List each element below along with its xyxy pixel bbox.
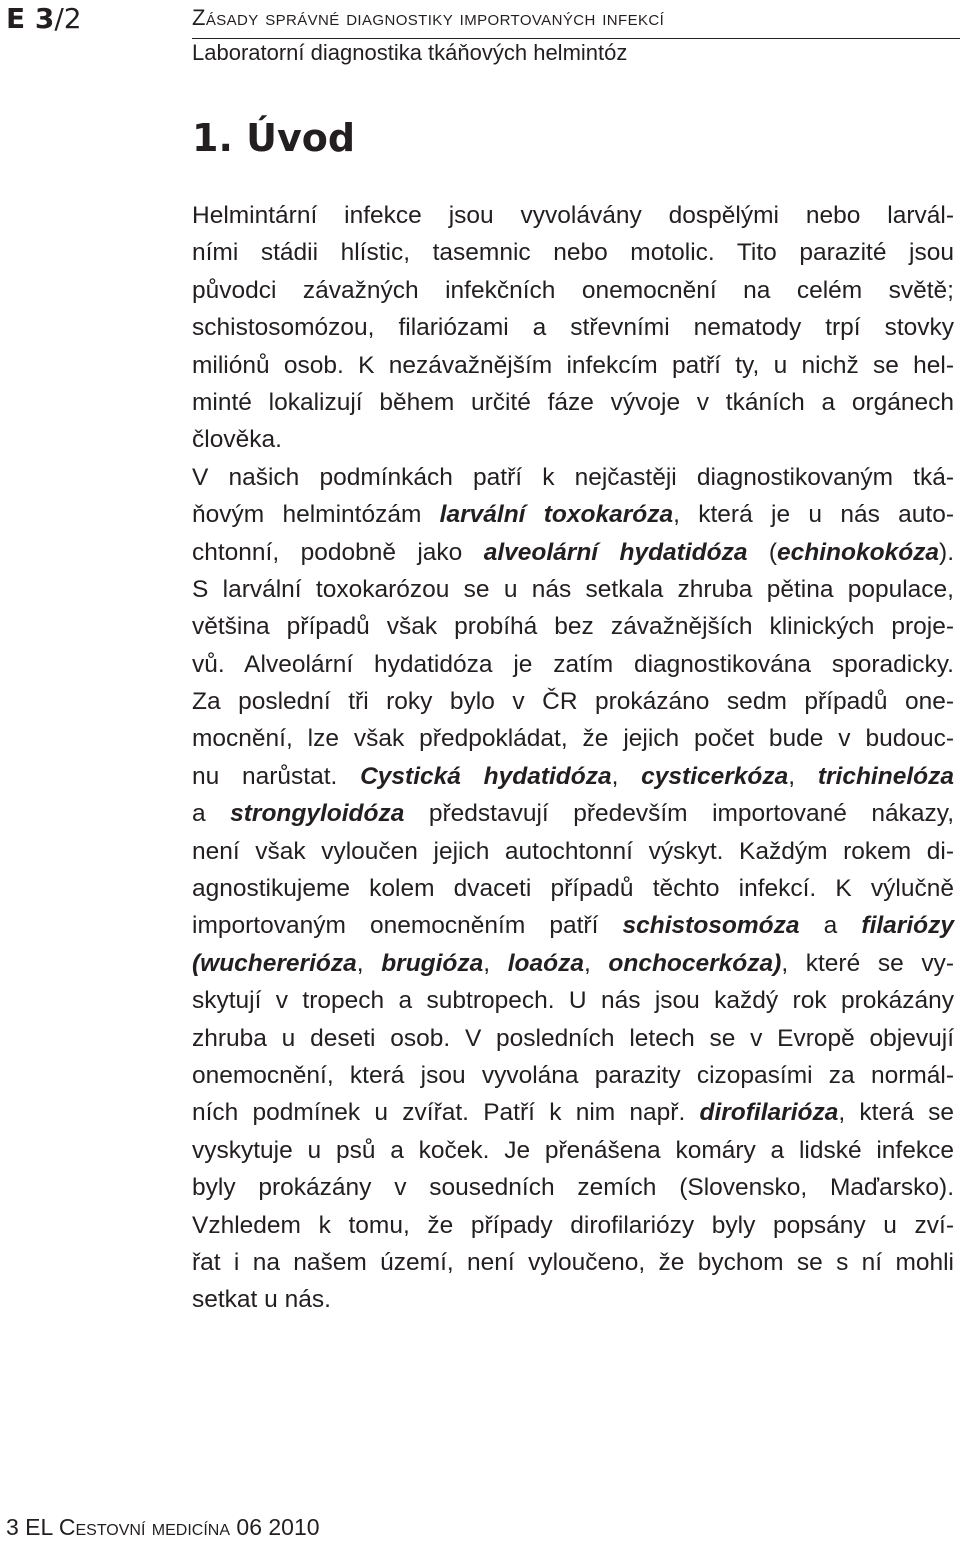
term-emphasis: schistosomóza xyxy=(622,912,800,940)
text-run: importovaným onemocněním patří xyxy=(192,912,623,940)
text-run: , která se xyxy=(838,1099,954,1127)
text-run: vyskytuje u psů a koček. Je přenášena komáry a lidské infekce xyxy=(192,1136,954,1164)
text-line xyxy=(192,384,954,421)
term-emphasis: alveolární hydatidóza xyxy=(483,538,748,566)
term-emphasis: filariózy xyxy=(861,912,954,940)
term-emphasis: Cystická hydatidóza xyxy=(360,762,612,790)
text-run: ). xyxy=(939,538,954,566)
text-line xyxy=(192,309,954,346)
text-run: , xyxy=(611,762,642,790)
text-line xyxy=(192,496,954,533)
text-line xyxy=(192,421,954,458)
text-run: a xyxy=(799,912,862,940)
text-line xyxy=(192,758,954,795)
text-line xyxy=(192,833,954,870)
text-line xyxy=(192,646,954,683)
text-line xyxy=(192,1132,954,1169)
section-title: Zásady správné diagnostiky importovaných infekcí xyxy=(192,5,665,30)
text-line xyxy=(192,945,954,982)
text-run: představují především importované nákazy, xyxy=(404,800,954,828)
text-run: , xyxy=(356,949,382,977)
term-emphasis: dirofilarióza xyxy=(699,1099,839,1127)
text-run: nu narůstat. xyxy=(192,762,361,790)
term-emphasis: strongyloidóza xyxy=(230,800,405,828)
text-run: miliónů osob. K nezávažnějším infekcím patří ty, u nichž se hel- xyxy=(192,351,954,379)
text-line xyxy=(192,459,954,496)
text-run: původci závažných infekčních onemocnění na celém světě; xyxy=(192,276,954,304)
text-run: , která je u nás auto- xyxy=(673,501,954,529)
text-line xyxy=(192,1281,954,1318)
term-emphasis: cysticerkóza xyxy=(641,762,789,790)
term-emphasis: echinokokóza xyxy=(777,538,940,566)
text-run: minté lokalizují během určité fáze vývoje v tkáních a orgánech xyxy=(192,388,954,416)
text-line xyxy=(192,534,954,571)
text-line xyxy=(192,347,954,384)
text-run: setkat u nás. xyxy=(192,1286,331,1314)
text-run: , xyxy=(583,949,609,977)
text-run: ními stádii hlístic, tasemnic nebo motolic. Tito parazité jsou xyxy=(192,239,954,267)
text-line xyxy=(192,795,954,832)
term-emphasis: onchocerkóza) xyxy=(608,949,782,977)
footer-issue: 06 2010 xyxy=(230,1514,320,1540)
text-run: onemocnění, která jsou vyvolána parazity cizopasími za normál- xyxy=(192,1061,954,1089)
footer-prefix: 3 EL xyxy=(6,1514,59,1540)
text-line xyxy=(192,982,954,1019)
text-run: ních podmínek u zvířat. Patří k nim např. xyxy=(192,1099,700,1127)
text-run: V našich podmínkách patří k nejčastěji diagnostikovaným tká- xyxy=(192,463,954,491)
term-emphasis: brugióza xyxy=(381,949,484,977)
page-footer xyxy=(6,1514,320,1541)
footer-journal: Cestovní medicína xyxy=(58,1514,231,1540)
text-run: agnostikujeme kolem dvaceti případů těchto infekcí. K výlučně xyxy=(192,875,954,903)
text-run: není však vyloučen jejich autochtonní výskyt. Každým rokem di- xyxy=(192,837,954,865)
term-emphasis: larvální toxokaróza xyxy=(439,501,674,529)
text-line xyxy=(192,608,954,645)
text-run: , xyxy=(483,949,508,977)
text-line xyxy=(192,1020,954,1057)
text-run: byly prokázány v sousedních zemích (Slovensko, Maďarsko). xyxy=(192,1174,954,1202)
text-run: ňovým helmintózám xyxy=(192,501,440,529)
text-run: Helmintární infekce jsou vyvolávány dospělými nebo larvál- xyxy=(192,202,954,229)
text-line xyxy=(192,870,954,907)
text-line xyxy=(192,1207,954,1244)
chapter-page-number: 2 xyxy=(63,2,82,35)
text-run: , xyxy=(788,762,818,790)
chapter-code-label: E 3 xyxy=(6,2,55,35)
text-run: chtonní, podobně jako xyxy=(192,538,484,566)
text-run: vů. Alveolární hydatidóza je zatím diagnostikována sporadicky. xyxy=(192,650,954,678)
text-run: skytují v tropech a subtropech. U nás jsou každý rok prokázány xyxy=(192,987,954,1015)
text-line xyxy=(192,1094,954,1131)
header-rule xyxy=(192,38,960,39)
text-run: a xyxy=(192,800,231,828)
text-line xyxy=(192,197,954,234)
term-emphasis: trichinelóza xyxy=(817,762,954,790)
text-run: S larvální toxokarózou se u nás setkala zhruba pětina populace, xyxy=(192,575,954,603)
text-run: schistosomózou, filariózami a střevními nematody trpí stovky xyxy=(192,314,954,342)
text-run: většina případů však probíhá bez závažnějších klinických proje- xyxy=(192,613,954,641)
term-emphasis: (wuchererióza xyxy=(192,949,357,977)
text-run: řat i na našem území, není vyloučeno, že bychom se s ní mohli xyxy=(192,1248,954,1276)
text-line xyxy=(192,907,954,944)
term-emphasis: loaóza xyxy=(507,949,584,977)
text-line xyxy=(192,571,954,608)
text-run: zhruba u deseti osob. V posledních letech se v Evropě objevují xyxy=(192,1024,954,1052)
text-line xyxy=(192,683,954,720)
text-line xyxy=(192,720,954,757)
text-line xyxy=(192,1057,954,1094)
chapter-code xyxy=(6,2,82,35)
text-run: , které se vy- xyxy=(781,949,954,977)
text-run: Vzhledem k tomu, že případy dirofilariózy byly popsány u zví- xyxy=(192,1211,954,1239)
text-line xyxy=(192,272,954,309)
text-run: člověka. xyxy=(192,426,282,454)
chapter-code-slash: / xyxy=(54,2,64,35)
body-text xyxy=(192,197,954,1319)
text-line xyxy=(192,1169,954,1206)
text-run: ( xyxy=(747,538,778,566)
chapter-heading: 1. Úvod xyxy=(192,116,356,160)
text-line xyxy=(192,1244,954,1281)
section-subtitle: Laboratorní diagnostika tkáňových helmintóz xyxy=(192,40,628,65)
text-run: Za poslední tři roky bylo v ČR prokázáno sedm případů one- xyxy=(192,688,954,716)
text-line xyxy=(192,234,954,271)
text-run: mocnění, lze však předpokládat, že jejich počet bude v budouc- xyxy=(192,725,954,753)
